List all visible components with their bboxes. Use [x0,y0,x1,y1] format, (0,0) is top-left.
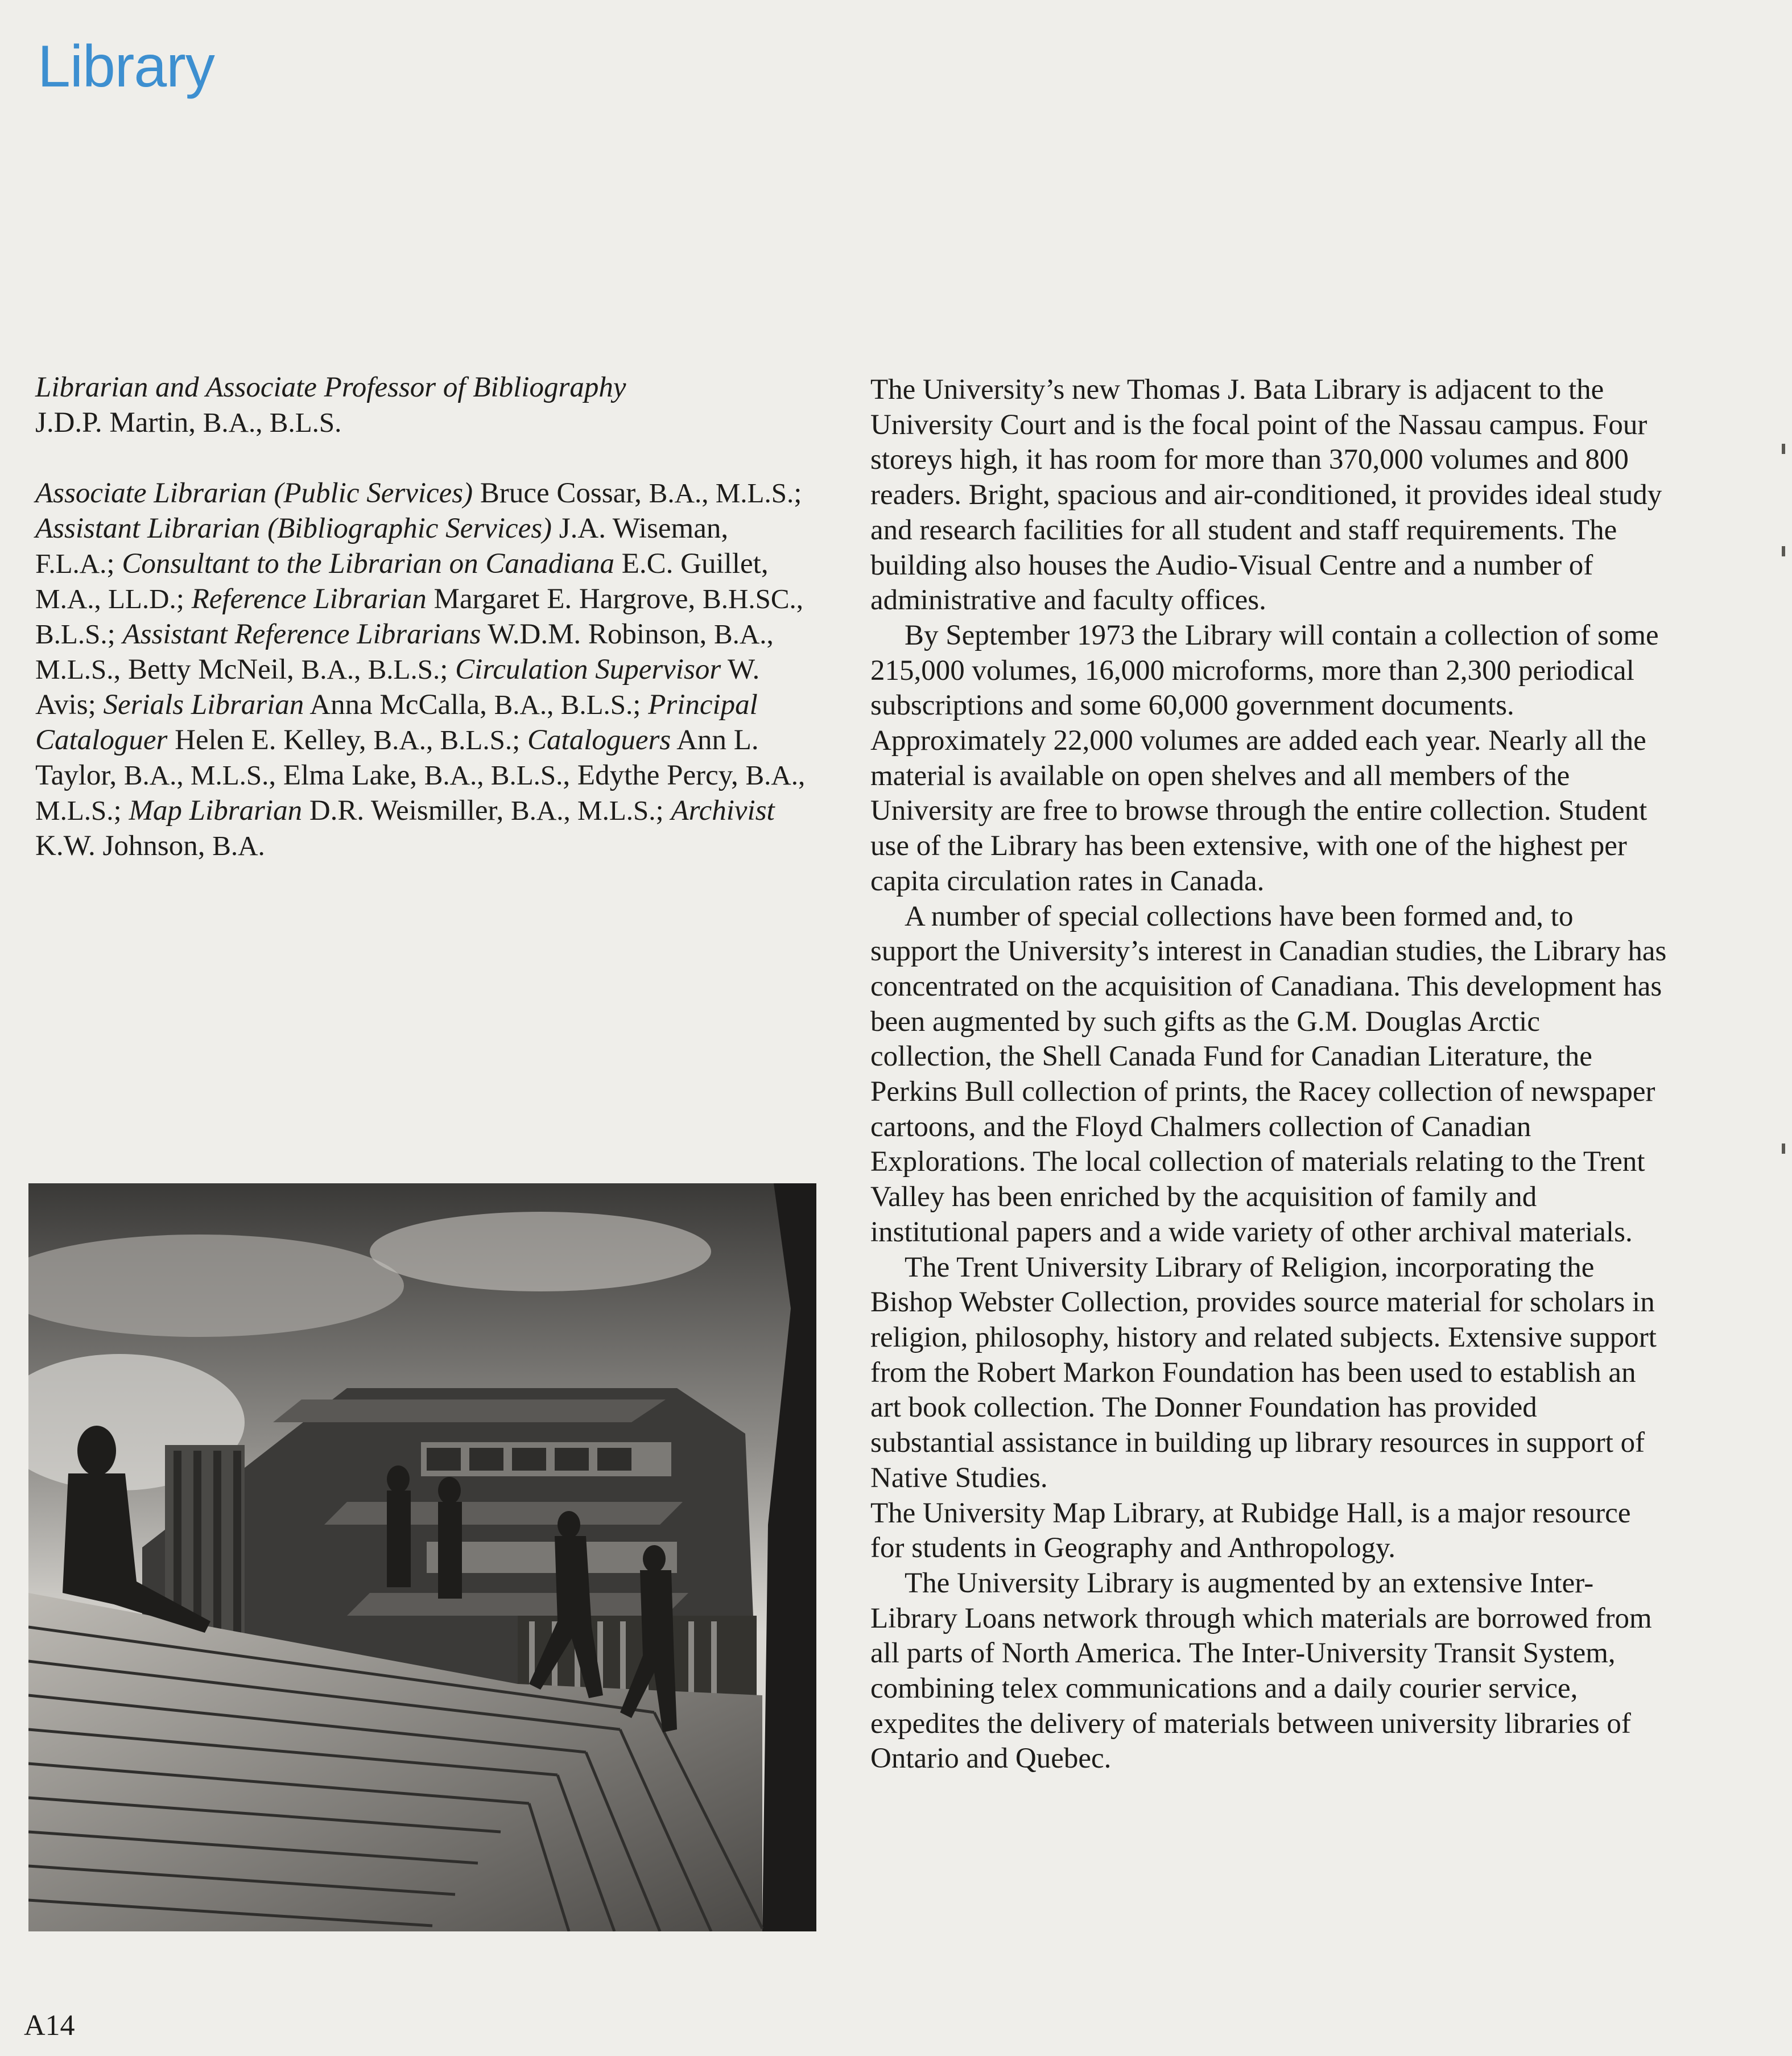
staff-name: Bruce Cossar, [473,477,649,509]
staff-entry: Assistant Reference Librarians W.D.M. Robinson, B.A., M.L.S., [35,618,774,686]
staff-entry: Assistant Librarian (Bibliographic Services) J.A. Wiseman, F.L.A.; [35,513,729,580]
library-building-photo [28,1183,816,1931]
staff-entry: Circulation Supervisor W. Avis; [35,654,760,721]
staff-entry: Elma Lake, B.A., B.L.S., [283,759,577,791]
paragraph: The University’s new Thomas J. Bata Library is adjacent to the University Court and is the focal point of the Nassau campus. Four storeys high, it has room for more than 370,000 volumes and 800 readers. Bright, spacious and air-conditioned, it provides ideal study and research facilities for all student and staff requirements. The building also houses the Audio-Visual Centre and a number of administrative and faculty offices. [870,374,1662,617]
body-text [870,373,1667,1777]
staff-name: Helen E. Kelley, [167,724,374,756]
staff-listing [35,370,809,864]
staff-entry: Reference Librarian Margaret E. Hargrove, B.H.SC., B.L.S.; [35,583,804,650]
staff-name: Elma Lake, [283,759,424,791]
staff-name: W.D.M. Robinson, [481,618,714,650]
staff-role: Assistant Reference Librarians [122,618,481,650]
staff-degree: F.L.A. [35,548,107,579]
paragraph: The Trent University Library of Religion, incorporating the Bishop Webster Collection, provides source material for scholars in religion, philosophy, history and related subjects. Extensive support from the Robert Markon Foundation has been used to establish an art book collection. The Donner Foundation has provided substantial assistance in building up library resources in support of Native Studies. [870,1251,1657,1494]
staff-degree: B.A., M.L.S. [35,759,806,826]
scan-edge-mark [1782,1143,1785,1154]
head-librarian [35,370,809,440]
staff-role: Circulation Supervisor [455,654,721,686]
staff-name: Margaret E. Hargrove, [426,583,703,615]
staff-degree: B.A., M.L.S. [649,477,794,509]
staff-entry: Associate Librarian (Public Services) Bruce Cossar, B.A., M.L.S.; [35,477,802,509]
staff-role: Archivist [671,795,775,827]
staff-entry: Edythe Percy, B.A., M.L.S.; [35,759,806,827]
staff-degree: M.A., LL.D. [35,583,176,614]
staff-degree: B.A., B.L.S. [373,724,513,755]
staff-degree: B.A., M.L.S. [510,795,656,826]
staff-entry: Principal Cataloguer Helen E. Kelley, B.A., B.L.S.; [35,689,758,756]
staff-degree: B.A., B.L.S. [494,689,633,720]
staff-degree: B.H.SC., B.L.S. [35,583,804,650]
staff-role: Reference Librarian [191,583,427,615]
staff-name: K.W. Johnson, [35,830,213,862]
staff-entry: Map Librarian D.R. Weismiller, B.A., M.L.S.; [129,795,671,827]
staff-entry: Cataloguers Ann L. Taylor, B.A., M.L.S., [35,724,759,791]
staff-role: Assistant Librarian (Bibliographic Services) [35,513,552,544]
staff-entry: Consultant to the Librarian on Canadiana E.C. Guillet, M.A., LL.D.; [35,548,769,615]
scan-edge-mark [1782,546,1785,556]
staff-name: Betty McNeil, [128,654,302,686]
staff-degree: B.A., M.L.S. [35,618,774,685]
staff-degree: B.A., B.L.S. [424,759,563,791]
staff-role: Associate Librarian (Public Services) [35,477,473,509]
paragraph: By September 1973 the Library will contain a collection of some 215,000 volumes, 16,000 microforms, more than 2,300 periodical subscriptions and some 60,000 government documents. Approximately 22,000 volumes are added each year. Nearly all the material is available on open shelves and all members of the University are free to browse through the entire collection. Student use of the Library has been extensive, with one of the highest per capita circulation rates in Canada. [870,619,1659,897]
page-number: A14 [24,2009,75,2042]
staff-role: Map Librarian [129,795,303,827]
paragraph: The University Library is augmented by an extensive Inter-Library Loans network through which materials are borrowed from all parts of North America. The Inter-University Transit System, combining telex communications and a daily courier service, expedites the delivery of materials between university libraries of Ontario and Quebec. [870,1567,1652,1775]
staff-name: W. Avis [35,654,760,721]
scan-edge-mark [1782,444,1785,454]
staff-entry: Betty McNeil, B.A., B.L.S.; [128,654,456,686]
staff-role: Cataloguers [527,724,671,756]
staff-name: D.R. Weismiller, [302,795,511,827]
paragraph: The University Map Library, at Rubidge Hall, is a major resource for students in Geography and Anthropology. [870,1497,1631,1564]
staff-degree: B.A. [212,830,265,861]
staff-name: Edythe Percy, [577,759,746,791]
paragraph: A number of special collections have been formed and, to support the University’s interest in Canadian studies, the Library has concentrated on the acquisition of Canadiana. This development has been augmented by such gifts as the G.M. Douglas Arctic collection, the Shell Canada Fund for Canadian Literature, the Perkins Bull collection of prints, the Racey collection of newspaper cartoons, and the Floyd Chalmers collection of Canadian Explorations. The local collection of materials relating to the Trent Valley has been enriched by the acquisition of family and institutional papers and a wide variety of other archival materials. [870,900,1667,1248]
staff-name: J.D.P. Martin, [35,407,196,439]
staff-entries [35,476,809,864]
staff-name: Ann L. Taylor, [35,724,759,791]
staff-role: Librarian and Associate Professor of Bibliography [35,371,626,403]
staff-name: J.A. Wiseman, [552,513,729,544]
staff-role: Serials Librarian [103,689,304,721]
staff-degree: B.A., B.L.S. [301,654,440,685]
staff-degree: B.A., M.L.S. [123,759,269,791]
staff-role: Principal Cataloguer [35,689,758,756]
staff-name: E.C. Guillet, [614,548,769,580]
staff-name: Anna McCalla, [304,689,494,721]
staff-degree: B.A., B.L.S. [203,407,342,438]
staff-entry: Serials Librarian Anna McCalla, B.A., B.L.S.; [103,689,649,721]
staff-role: Consultant to the Librarian on Canadiana [122,548,615,580]
page-title: Library [38,34,214,100]
